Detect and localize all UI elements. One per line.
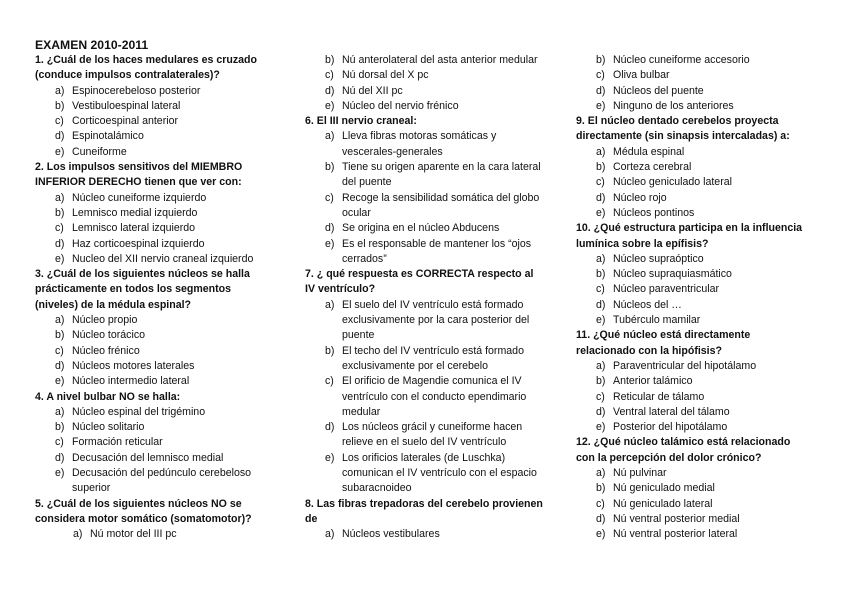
question-8 [305, 497, 545, 543]
option-letter: e) [596, 206, 606, 219]
option-letter: d) [55, 237, 65, 250]
option-text: Nú dorsal del X pc [342, 69, 429, 82]
question-7 [305, 267, 545, 496]
option-text: Lemnisco lateral izquierdo [72, 222, 196, 235]
option-text: Núcleo torácico [72, 329, 146, 342]
answer-option [35, 328, 265, 343]
answer-option [576, 53, 811, 68]
option-text: Posterior del hipotálamo [613, 421, 728, 434]
option-letter: a) [596, 252, 606, 265]
answer-option [576, 191, 811, 206]
answer-option [305, 129, 545, 160]
option-text: Nucleo del XII nervio craneal izquierdo [72, 252, 254, 265]
answer-option [35, 84, 265, 99]
option-text: Nú ventral posterior medial [613, 512, 740, 525]
option-text: Núcleo geniculado lateral [613, 176, 732, 189]
answer-option [576, 405, 811, 420]
option-letter: a) [325, 298, 335, 311]
option-text: Nú geniculado lateral [613, 497, 713, 510]
answer-option [576, 359, 811, 374]
option-text: Cuneiforme [72, 145, 127, 158]
option-letter: b) [325, 161, 335, 174]
question-1 [35, 53, 265, 160]
question-10 [576, 221, 811, 328]
option-letter: d) [55, 359, 65, 372]
answer-option [576, 145, 811, 160]
option-text: Núcleo supraóptico [613, 252, 704, 265]
answer-option [576, 374, 811, 389]
answer-option [35, 313, 265, 328]
option-text: Núcleo cuneiforme izquierdo [72, 191, 207, 204]
option-letter: b) [55, 421, 65, 434]
answer-option [576, 252, 811, 267]
question-12 [576, 435, 811, 542]
option-text: Formación reticular [72, 436, 163, 449]
option-letter: c) [596, 390, 605, 403]
option-text: Nú anterolateral del asta anterior medular [342, 54, 538, 66]
option-letter: a) [55, 84, 65, 97]
option-letter: c) [55, 436, 64, 449]
question-text: 7. ¿ qué respuesta es CORRECTA respecto al IV ventrículo? [305, 268, 534, 296]
answer-option [35, 206, 265, 221]
option-text: Los orificios laterales (de Luschka) comunican el IV ventrículo con el espacio subaracnoideo [342, 451, 537, 495]
option-text: Los núcleos grácil y cuneiforme hacen relieve en el suelo del IV ventrículo [342, 421, 523, 449]
question-text: 8. Las fibras trepadoras del cerebelo provienen de [305, 497, 543, 525]
option-letter: e) [596, 314, 606, 327]
question-8-continued [576, 53, 811, 114]
answer-option [576, 512, 811, 527]
option-text: Núcleo intermedio lateral [72, 375, 190, 388]
option-letter: a) [55, 405, 65, 418]
answer-option [35, 221, 265, 236]
option-letter: e) [596, 421, 606, 434]
option-letter: e) [325, 99, 335, 112]
answer-option [576, 84, 811, 99]
answer-option [305, 84, 545, 99]
option-letter: e) [55, 252, 65, 265]
question-text: 1. ¿Cuál de los haces medulares es cruzado (conduce impulsos contralaterales)? [35, 54, 257, 82]
answer-option [305, 344, 545, 375]
answer-option [305, 527, 545, 542]
option-text: Nú del XII pc [342, 84, 403, 97]
option-text: Núcleo espinal del trigémino [72, 405, 206, 418]
option-text: Núcleos del puente [613, 84, 704, 97]
question-5 [35, 497, 265, 543]
answer-option [576, 99, 811, 114]
option-letter: c) [596, 176, 605, 189]
question-text: 4. A nivel bulbar NO se halla: [35, 390, 181, 403]
question-11 [576, 328, 811, 435]
answer-option [305, 451, 545, 497]
answer-option [576, 175, 811, 190]
option-letter: c) [55, 344, 64, 357]
option-text: Núcleo frénico [72, 344, 140, 357]
answer-option [35, 466, 265, 497]
option-letter: a) [596, 145, 606, 158]
answer-option [35, 451, 265, 466]
option-letter: d) [325, 222, 335, 235]
answer-option [576, 481, 811, 496]
answer-option [35, 129, 265, 144]
option-letter: e) [325, 237, 335, 250]
option-letter: b) [596, 161, 606, 174]
option-text: Tiene su origen aparente en la cara lateral del puente [342, 161, 541, 189]
answer-option [35, 527, 265, 542]
option-letter: c) [55, 115, 64, 128]
answer-option [35, 252, 265, 267]
option-text: Núcleos pontinos [613, 206, 695, 219]
answer-option [576, 282, 811, 297]
option-letter: d) [55, 451, 65, 464]
option-text: Núcleo propio [72, 314, 138, 327]
option-letter: d) [596, 405, 606, 418]
answer-option [35, 435, 265, 450]
option-letter: d) [596, 512, 606, 525]
option-letter: a) [55, 314, 65, 327]
option-text: Núcleos motores laterales [72, 359, 195, 372]
option-letter: d) [55, 130, 65, 143]
answer-option [576, 390, 811, 405]
option-letter: e) [596, 528, 606, 541]
answer-option [576, 420, 811, 435]
option-text: Nú geniculado medial [613, 482, 715, 495]
option-letter: d) [325, 421, 335, 434]
answer-option [35, 145, 265, 160]
answer-option [576, 68, 811, 83]
answer-option [305, 298, 545, 344]
answer-option [35, 374, 265, 389]
option-letter: c) [596, 283, 605, 296]
option-text: Núcleo rojo [613, 191, 667, 204]
option-letter: c) [325, 69, 334, 82]
option-letter: e) [55, 375, 65, 388]
option-text: El suelo del IV ventrículo está formado exclusivamente por la cara posterior del puente [342, 298, 530, 342]
answer-option [576, 313, 811, 328]
option-letter: b) [596, 268, 606, 281]
answer-option [35, 99, 265, 114]
question-text: 5. ¿Cuál de los siguientes núcleos NO se considera motor somático (somatomotor)? [35, 497, 252, 525]
option-text: Núcleo supraquiasmático [613, 268, 732, 281]
option-text: El orificio de Magendie comunica el IV ventrículo con el conducto ependimario medular [342, 375, 527, 418]
option-text: Nú ventral posterior lateral [613, 528, 738, 541]
option-text: Reticular de tálamo [613, 390, 705, 403]
question-9 [576, 114, 811, 221]
option-text: Decusación del lemnisco medial [72, 451, 224, 464]
option-letter: e) [55, 145, 65, 158]
answer-option [35, 191, 265, 206]
answer-option [576, 298, 811, 313]
question-text: 2. Los impulsos sensitivos del MIEMBRO INFERIOR DERECHO tienen que ver con: [35, 161, 243, 189]
question-text: 11. ¿Qué núcleo está directamente relacionado con la hipófisis? [576, 329, 751, 357]
option-letter: e) [325, 451, 335, 464]
question-5-continued [305, 53, 545, 114]
answer-option [305, 237, 545, 268]
option-letter: d) [596, 298, 606, 311]
option-letter: d) [596, 191, 606, 204]
option-text: Lemnisco medial izquierdo [72, 206, 198, 219]
question-text: 3. ¿Cuál de los siguientes núcleos se halla prácticamente en todos los segmentos (niveles) de la médula espinal? [35, 268, 250, 311]
option-letter: c) [325, 375, 334, 388]
option-letter: b) [596, 482, 606, 495]
option-letter: c) [325, 191, 334, 204]
option-text: Nú motor del III pc [90, 528, 177, 541]
answer-option [35, 237, 265, 252]
option-text: Paraventricular del hipotálamo [613, 359, 757, 372]
answer-option [305, 68, 545, 83]
answer-option [305, 191, 545, 222]
question-4 [35, 390, 265, 497]
option-letter: a) [325, 528, 335, 541]
answer-option [576, 206, 811, 221]
answer-option [305, 99, 545, 114]
option-text: Núcleo cuneiforme accesorio [613, 54, 750, 66]
question-6 [305, 114, 545, 267]
answer-option [305, 221, 545, 236]
answer-option [35, 405, 265, 420]
answer-option [35, 344, 265, 359]
option-text: Tubérculo mamilar [613, 314, 701, 327]
option-text: Espinotalámico [72, 130, 144, 143]
answer-option [305, 420, 545, 451]
option-text: Nú pulvinar [613, 467, 667, 480]
option-letter: b) [325, 54, 335, 66]
option-text: Núcleos vestibulares [342, 528, 440, 541]
option-text: Se origina en el núcleo Abducens [342, 222, 500, 235]
option-text: Núcleos del … [613, 298, 682, 311]
answer-option [305, 160, 545, 191]
option-text: Lleva fibras motoras somáticas y vescerales-generales [342, 130, 497, 158]
option-text: Haz corticoespinal izquierdo [72, 237, 205, 250]
option-letter: c) [55, 222, 64, 235]
option-letter: b) [596, 54, 606, 66]
option-letter: c) [596, 497, 605, 510]
option-text: Oliva bulbar [613, 69, 670, 82]
option-letter: c) [596, 69, 605, 82]
question-3 [35, 267, 265, 389]
question-text: 10. ¿Qué estructura participa en la influencia lumínica sobre la epífisis? [576, 222, 803, 250]
option-text: Espinocerebeloso posterior [72, 84, 201, 97]
option-letter: a) [55, 191, 65, 204]
answer-option [576, 466, 811, 481]
option-text: Núcleo solitario [72, 421, 145, 434]
option-letter: a) [596, 359, 606, 372]
option-letter: e) [596, 99, 606, 112]
option-letter: a) [596, 467, 606, 480]
answer-option [305, 53, 545, 68]
option-letter: b) [596, 375, 606, 388]
option-letter: e) [55, 467, 65, 480]
option-text: El techo del IV ventrículo está formado exclusivamente por el cerebelo [342, 344, 524, 372]
option-letter: a) [73, 528, 83, 541]
answer-option [576, 267, 811, 282]
option-letter: d) [325, 84, 335, 97]
option-text: Decusación del pedúnculo cerebeloso superior [72, 467, 252, 495]
option-text: Núcleo del nervio frénico [342, 99, 459, 112]
question-text: 9. El núcleo dentado cerebelos proyecta directamente (sin sinapsis intercaladas) a: [576, 115, 790, 143]
option-text: Corteza cerebral [613, 161, 692, 174]
option-text: Ventral lateral del tálamo [613, 405, 730, 418]
option-letter: a) [325, 130, 335, 143]
option-letter: b) [55, 206, 65, 219]
option-text: Anterior talámico [613, 375, 693, 388]
option-text: Es el responsable de mantener los “ojos cerrados” [342, 237, 532, 265]
column-1 [35, 38, 265, 543]
option-text: Recoge la sensibilidad somática del globo ocular [342, 191, 540, 219]
column-3 [576, 53, 811, 543]
answer-option [576, 527, 811, 542]
answer-option [576, 497, 811, 512]
option-letter: b) [55, 329, 65, 342]
answer-option [35, 359, 265, 374]
option-text: Núcleo paraventricular [613, 283, 719, 296]
option-text: Ninguno de los anteriores [613, 99, 734, 112]
option-text: Médula espinal [613, 145, 685, 158]
question-text: 6. El III nervio craneal: [305, 115, 417, 128]
question-2 [35, 160, 265, 267]
option-letter: b) [325, 344, 335, 357]
answer-option [305, 374, 545, 420]
option-text: Vestibuloespinal lateral [72, 99, 181, 112]
exam-title: EXAMEN 2010-2011 [35, 38, 149, 52]
answer-option [35, 420, 265, 435]
question-text: 12. ¿Qué núcleo talámico está relacionado con la percepción del dolor crónico? [576, 436, 791, 464]
option-letter: d) [596, 84, 606, 97]
answer-option [576, 160, 811, 175]
option-letter: b) [55, 99, 65, 112]
answer-option [35, 114, 265, 129]
option-text: Corticoespinal anterior [72, 115, 178, 128]
column-2 [305, 53, 545, 543]
